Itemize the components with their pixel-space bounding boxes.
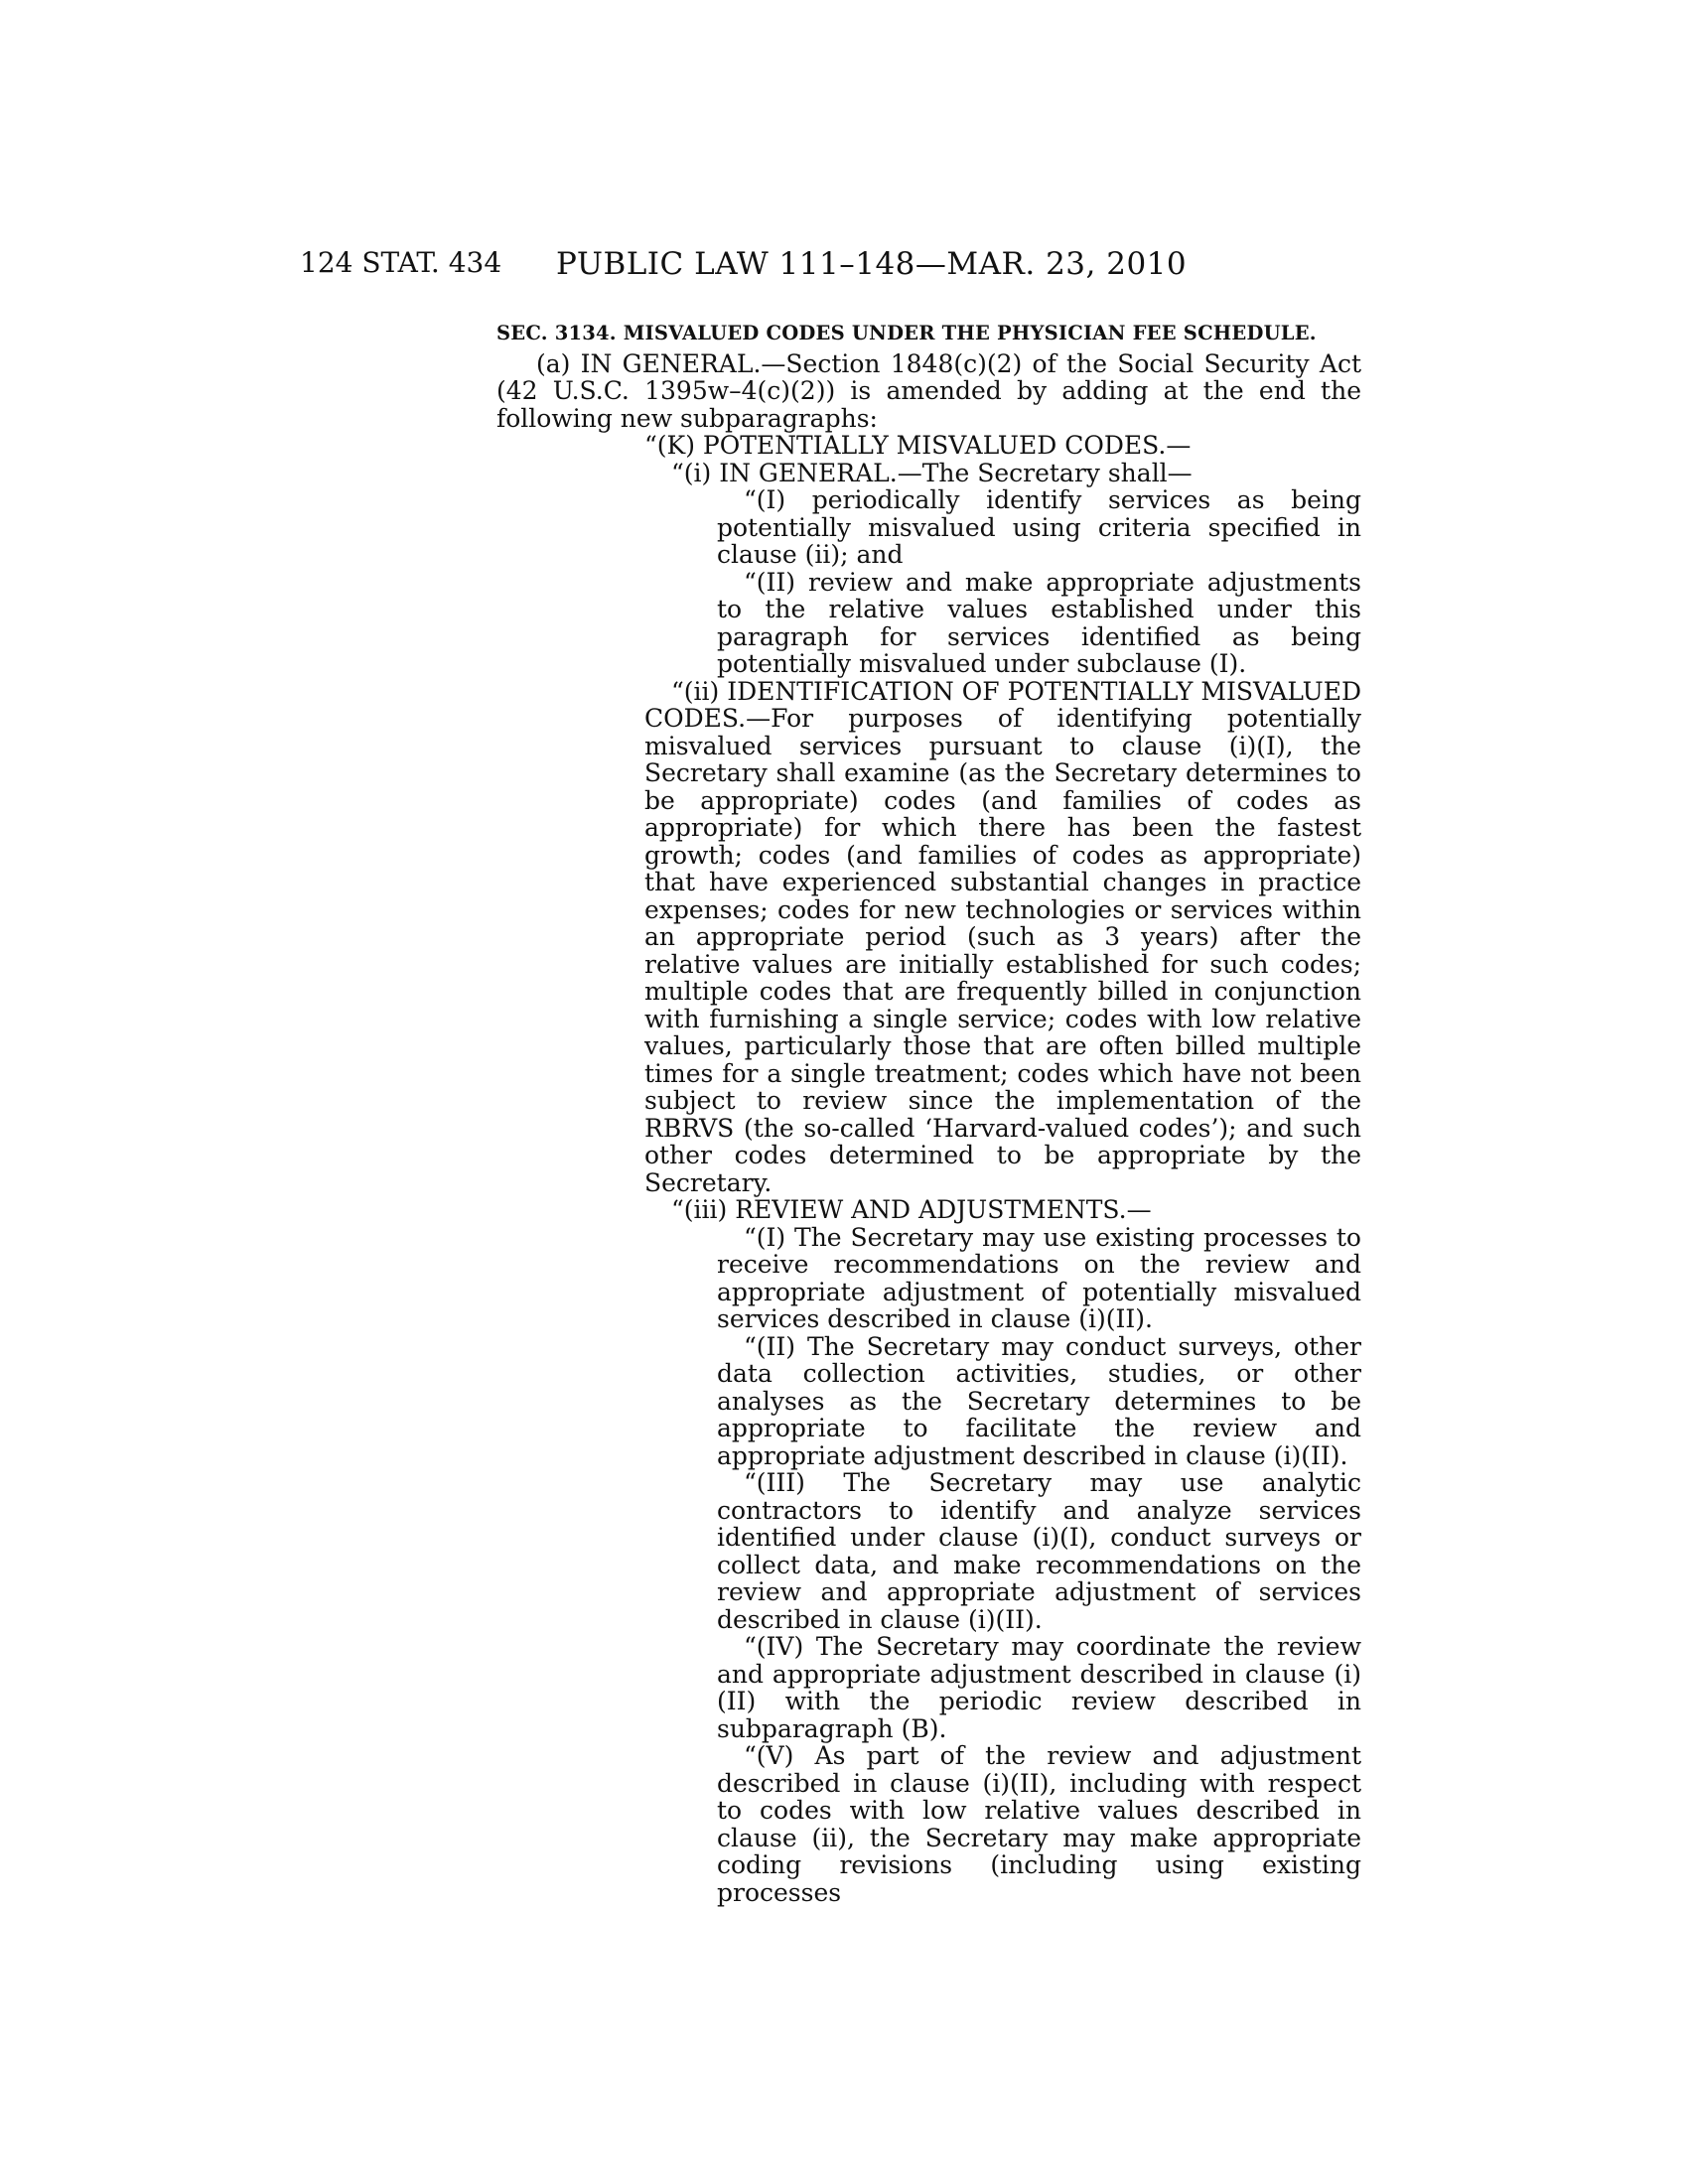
clause-i-subclause-II: “(II) review and make appropriate adjustments to the relative values established under this paragraph for services identified as being potentially misvalued under subclause (I). [717,567,1361,678]
clause-iii-subclause-II: “(II) The Secretary may conduct surveys, other data collection activities, studies, or other analyses as the Secretary determines to be appropriate to facilitate the review and appropriate adjustment described in clause (i)(II). [717,1331,1361,1470]
section-heading: SEC. 3134. MISVALUED CODES UNDER THE PHYSICIAN FEE SCHEDULE. [496,322,1317,344]
clause-iii-subclause-V: “(V) As part of the review and adjustment described in clause (i)(II), including with respect to codes with low relative values described in clause (ii), the Secretary may make appropriate coding revisions (including using existing processes [717,1741,1361,1907]
page-header [300,246,1365,286]
section-body [496,320,1361,1906]
subsection-a-intro: (a) IN GENERAL.—Section 1848(c)(2) of the Social Security Act (42 U.S.C. 1395w–4(c)(2)) is amended by adding at the end the following new subparagraphs: [496,348,1361,433]
public-law-citation: PUBLIC LAW 111–148—MAR. 23, 2010 [556,246,1188,282]
subparagraph-k-heading: “(K) POTENTIALLY MISVALUED CODES.— [644,431,1192,460]
statute-page-number: 124 STAT. 434 [300,246,502,279]
clause-i-heading: “(i) IN GENERAL.—The Secretary shall— [671,458,1193,487]
clause-iii-subclause-IV: “(IV) The Secretary may coordinate the review and appropriate adjustment described in clause (i)(II) with the periodic review described in subparagraph (B). [717,1632,1361,1743]
clause-iii-subclause-III: “(III) The Secretary may use analytic contractors to identify and analyze services identified under clause (i)(I), conduct surveys or collect data, and make recommendations on the review and appropriate adjustment of services described in clause (i)(II). [717,1468,1361,1634]
clause-ii-text: “(ii) IDENTIFICATION OF POTENTIALLY MISVALUED CODES.—For purposes of identifying potentially misvalued services pursuant to clause (i)(I), the Secretary shall examine (as the Secretary determines to be appropriate) codes (and families of codes as appropriate) for which there has been the fastest growth; codes (and families of codes as appropriate) that have experienced substantial changes in practice expenses; codes for new technologies or services within an appropriate period (such as 3 years) after the relative values are initially established for such codes; multiple codes that are frequently billed in conjunction with furnishing a single service; codes with low relative values, particularly those that are often billed multiple times for a single treatment; codes which have not been subject to review since the implementation of the RBRVS (the so-called ‘Harvard-valued codes’); and such other codes determined to be appropriate by the Secretary. [644,676,1361,1197]
clause-iii-heading: “(iii) REVIEW AND ADJUSTMENTS.— [671,1195,1152,1224]
clause-iii-subclause-I: “(I) The Secretary may use existing processes to receive recommendations on the review and appropriate adjustment of potentially misvalued services described in clause (i)(II). [717,1222,1361,1333]
clause-i-subclause-I: “(I) periodically identify services as being potentially misvalued using criteria specified in clause (ii); and [717,485,1361,569]
